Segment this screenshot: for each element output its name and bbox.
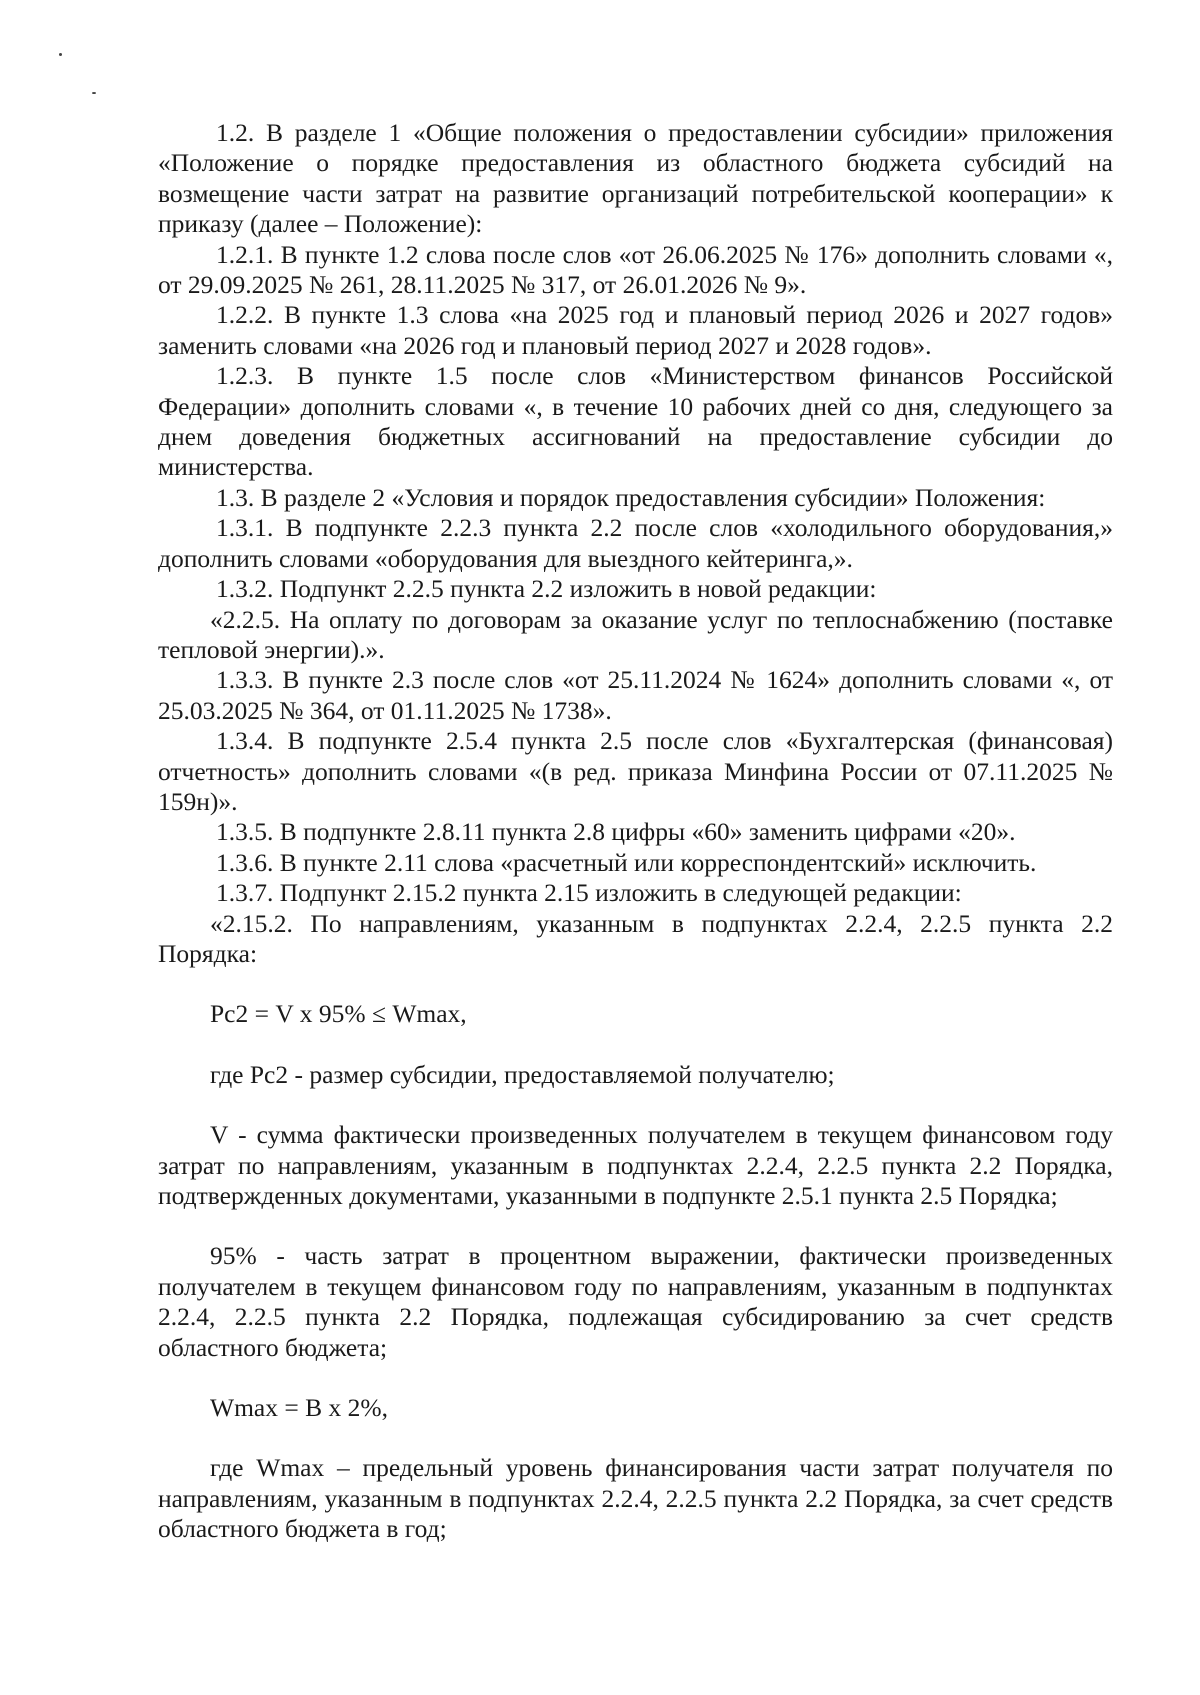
scan-speck (59, 53, 62, 56)
formula-pc2: Рс2 = V х 95% ≤ Wmax, (210, 999, 467, 1029)
paragraph-1-3-2: 1.3.2. Подпункт 2.2.5 пункта 2.2 изложить в новой редакции: (216, 574, 877, 604)
definition-wmax: где Wmax – предельный уровень финансирования части затрат получателя по направлениям, указанным в подпунктах 2.2.4, 2.2.5 пункта 2.2 Порядка, за счет средств областного бюджета в год; (158, 1453, 1113, 1544)
paragraph-1-3-4: 1.3.4. В подпункте 2.5.4 пункта 2.5 после слов «Бухгалтерская (финансовая) отчетность» дополнить словами «(в ред. приказа Минфина России от 07.11.2025 № 159н)». (158, 726, 1113, 816)
paragraph-1-3-1: 1.3.1. В подпункте 2.2.3 пункта 2.2 после слов «холодильного оборудования,» дополнить словами «оборудования для выездного кейтеринга,». (158, 513, 1113, 573)
paragraph-1-2: 1.2. В разделе 1 «Общие положения о предоставлении субсидии» приложения «Положение о порядке предоставления из областного бюджета субсидий на возмещение части затрат на развитие организаций потребительской кооперации» к приказу (далее – Положение): (158, 118, 1113, 239)
paragraph-1-2-1: 1.2.1. В пункте 1.2 слова после слов «от 26.06.2025 № 176» дополнить словами «, от 29.09.2025 № 261, 28.11.2025 № 317, от 26.01.2026 № 9». (158, 239, 1113, 300)
paragraph-1-3-3: 1.3.3. В пункте 2.3 после слов «от 25.11.2024 № 1624» дополнить словами «, от 25.03.2025 № 364, от 01.11.2025 № 1738». (158, 665, 1113, 725)
definition-v: V - сумма фактически произведенных получателем в текущем финансовом году затрат по направлениям, указанным в подпунктах 2.2.4, 2.2.5 пункта 2.2 Порядка, подтвержденных документами, указанными в подпункте 2.5.1 пункта 2.5 Порядка; (158, 1120, 1113, 1210)
paragraph-1-3-6: 1.3.6. В пункте 2.11 слова «расчетный или корреспондентский» исключить. (216, 847, 1037, 877)
formula-wmax: Wmax = В х 2%, (210, 1393, 388, 1423)
paragraph-1-2-3: 1.2.3. В пункте 1.5 после слов «Министерством финансов Российской Федерации» дополнить словами «, в течение 10 рабочих дней со дня, следующего за днем доведения бюджетных ассигнований на предоставление субсидии до министерства. (158, 361, 1113, 482)
paragraph-1-3: 1.3. В разделе 2 «Условия и порядок предоставления субсидии» Положения: (216, 482, 1046, 512)
paragraph-2-15-2: «2.15.2. По направлениям, указанным в подпунктах 2.2.4, 2.2.5 пункта 2.2 Порядка: (158, 908, 1113, 968)
paragraph-1-2-2: 1.2.2. В пункте 1.3 слова «на 2025 год и плановый период 2026 и 2027 годов» заменить словами «на 2026 год и плановый период 2027 и 2028 годов». (158, 300, 1113, 360)
definition-95-percent: 95% - часть затрат в процентном выражении, фактически произведенных получателем в текущем финансовом году по направлениям, указанным в подпунктах 2.2.4, 2.2.5 пункта 2.2 Порядка, подлежащая субсидированию за счет средств областного бюджета; (158, 1241, 1113, 1362)
paragraph-1-3-7: 1.3.7. Подпункт 2.15.2 пункта 2.15 изложить в следующей редакции: (216, 878, 962, 908)
scan-speck (92, 92, 96, 94)
paragraph-1-3-5: 1.3.5. В подпункте 2.8.11 пункта 2.8 цифры «60» заменить цифрами «20». (216, 817, 1016, 847)
paragraph-2-2-5: «2.2.5. На оплату по договорам за оказание услуг по теплоснабжению (поставке тепловой энергии).». (158, 604, 1113, 664)
definition-pc2: где Рс2 - размер субсидии, предоставляемой получателю; (210, 1059, 835, 1089)
document-page (158, 118, 1113, 1545)
